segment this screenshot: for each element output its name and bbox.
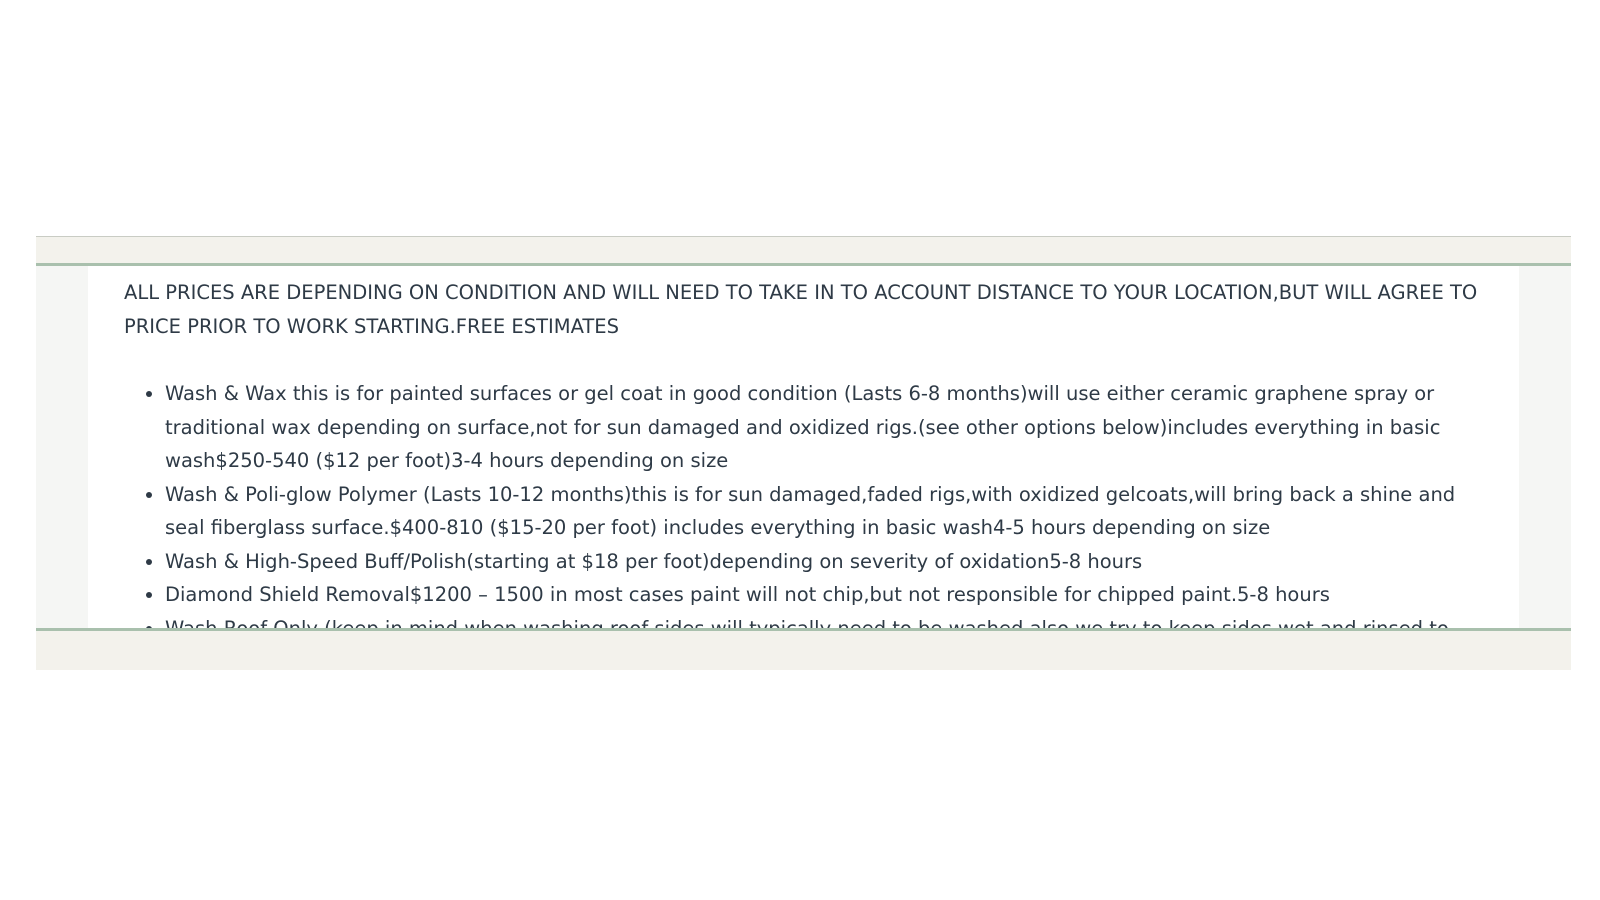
left-gutter xyxy=(36,266,88,628)
content-frame xyxy=(36,236,1571,670)
pricing-notice: ALL PRICES ARE DEPENDING ON CONDITION AND WILL NEED TO TAKE IN TO ACCOUNT DISTANCE TO YOUR LOCATION,BUT WILL AGREE TO PRICE PRIOR TO WORK STARTING.FREE ESTIMATES xyxy=(124,281,1478,338)
top-band xyxy=(36,237,1571,263)
list-item-buff-polish: • Wash & High-Speed Buff/Polish(starting at $18 per foot)depending on severity of oxidation5-8 hours xyxy=(165,545,1483,579)
pricing-content xyxy=(88,266,1519,679)
pricing-content-panel[interactable] xyxy=(88,266,1519,628)
right-gutter xyxy=(1519,266,1571,628)
list-item-wash-wax: • Wash & Wax this is for painted surfaces or gel coat in good condition (Lasts 6-8 months)will use either ceramic graphene spray or traditional wax depending on surface,not for sun damaged and oxidized rigs.(see other options below)includes everything in basic wash$250-540 ($12 per foot)3-4 hours depending on size xyxy=(165,377,1483,478)
list-item-poli-glow: • Wash & Poli-glow Polymer (Lasts 10-12 months)this is for sun damaged,faded rigs,with oxidized gelcoats,will bring back a shine and seal fiberglass surface.$400-810 ($15-20 per foot) includes everything in basic wash4-5 hours depending on size xyxy=(165,478,1483,545)
list-item-diamond-shield: • Diamond Shield Removal$1200 – 1500 in most cases paint will not chip,but not responsible for chipped paint.5-8 hours xyxy=(165,578,1483,612)
bottom-band xyxy=(36,631,1571,670)
